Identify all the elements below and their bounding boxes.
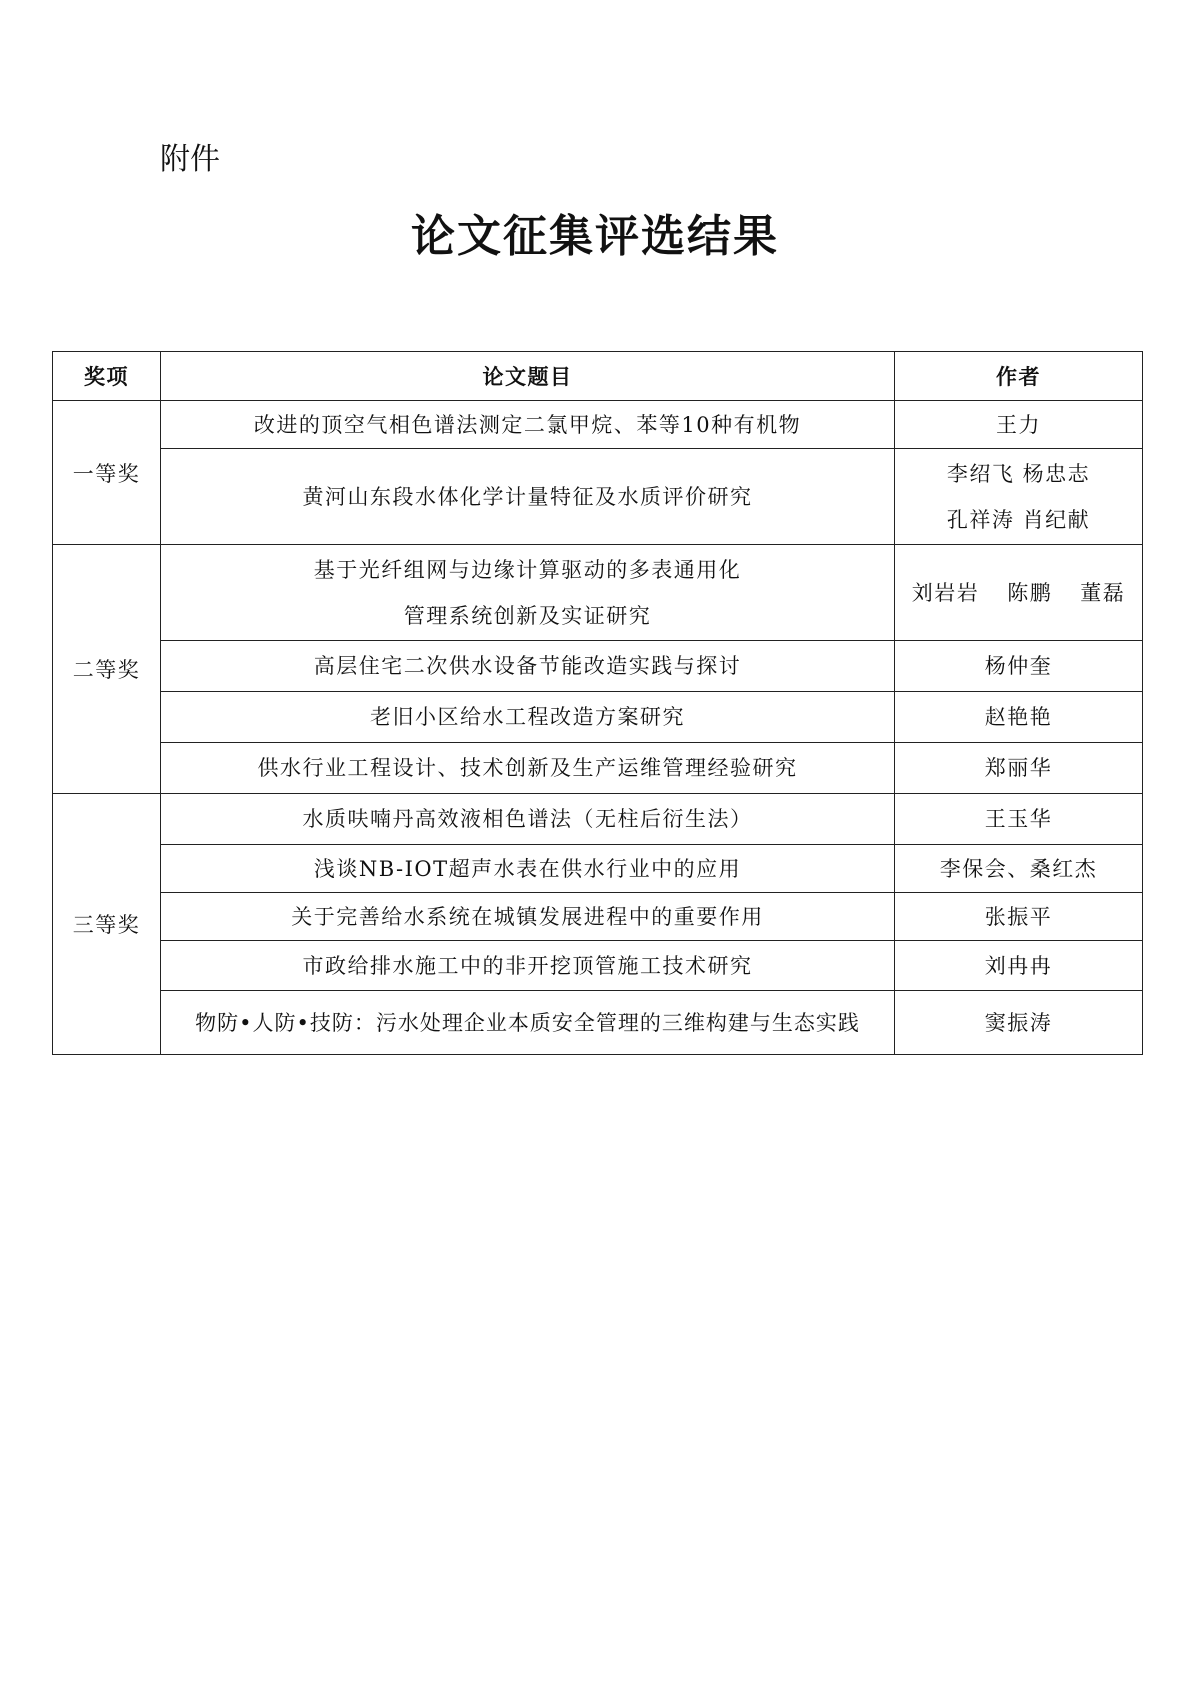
author-name: 李绍飞 杨忠志 (946, 461, 1091, 486)
paper-title (161, 794, 895, 845)
table-row (53, 545, 1143, 641)
prize-cell-second: 二等奖 (53, 545, 161, 794)
author-name: 窦振涛 (984, 1010, 1053, 1035)
paper-title (161, 845, 895, 893)
table-row (53, 845, 1143, 893)
author-name: 孔祥涛 肖纪献 (946, 507, 1091, 532)
paper-title-line: 黄河山东段水体化学计量特征及水质评价研究 (302, 484, 753, 509)
author-cell (895, 893, 1143, 941)
table-row (53, 794, 1143, 845)
author-name: 张振平 (984, 904, 1053, 929)
paper-title (161, 991, 895, 1055)
paper-title (161, 893, 895, 941)
paper-title (161, 449, 895, 545)
table-header-row (53, 352, 1143, 401)
attachment-label: 附件 (160, 142, 220, 177)
paper-title-line: 浅谈NB-IOT超声水表在供水行业中的应用 (313, 856, 742, 881)
author-name: 陈鹏 (1007, 580, 1053, 605)
author-name: 杨仲奎 (984, 654, 1053, 678)
table-row (53, 941, 1143, 991)
table-row (53, 692, 1143, 743)
paper-title (161, 692, 895, 743)
header-prize: 奖项 (53, 352, 161, 401)
table-row (53, 449, 1143, 545)
paper-title-line: 老旧小区给水工程改造方案研究 (370, 705, 685, 729)
paper-title (161, 401, 895, 449)
paper-title-line: 供水行业工程设计、技术创新及生产运维管理经验研究 (257, 756, 798, 780)
paper-title (161, 545, 895, 641)
author-cell (895, 941, 1143, 991)
author-cell (895, 545, 1143, 641)
paper-title (161, 641, 895, 692)
author-cell (895, 401, 1143, 449)
paper-title-line: 改进的顶空气相色谱法测定二氯甲烷、苯等10种有机物 (253, 412, 802, 437)
paper-title-line: 管理系统创新及实证研究 (403, 603, 652, 628)
author-cell (895, 991, 1143, 1055)
page-title: 论文征集评选结果 (411, 211, 779, 262)
author-cell (895, 641, 1143, 692)
author-name: 刘冉冉 (984, 953, 1053, 978)
table-row (53, 401, 1143, 449)
header-author: 作者 (895, 352, 1143, 401)
paper-title-line: 基于光纤组网与边缘计算驱动的多表通用化 (313, 557, 742, 582)
author-name: 赵艳艳 (984, 705, 1053, 729)
paper-title (161, 743, 895, 794)
author-name: 郑丽华 (984, 756, 1053, 780)
prize-cell-third: 三等奖 (53, 794, 161, 1055)
paper-title-line: 物防•人防•技防：污水处理企业本质安全管理的三维构建与生态实践 (195, 1010, 860, 1035)
author-cell (895, 794, 1143, 845)
paper-title-line: 高层住宅二次供水设备节能改造实践与探讨 (313, 654, 742, 678)
paper-title (161, 941, 895, 991)
table-row (53, 991, 1143, 1055)
author-name: 王玉华 (984, 807, 1053, 831)
header-title: 论文题目 (161, 352, 895, 401)
table-row (53, 893, 1143, 941)
author-name: 李保会、桑红杰 (939, 856, 1098, 881)
author-name: 董磊 (1080, 580, 1126, 605)
author-cell (895, 845, 1143, 893)
paper-title-line: 市政给排水施工中的非开挖顶管施工技术研究 (302, 953, 753, 978)
table-row (53, 743, 1143, 794)
author-cell (895, 449, 1143, 545)
author-cell (895, 743, 1143, 794)
table-row (53, 641, 1143, 692)
author-name: 刘岩岩 (911, 580, 980, 605)
author-name: 王力 (996, 412, 1041, 437)
paper-title-line: 关于完善给水系统在城镇发展进程中的重要作用 (291, 904, 764, 929)
author-cell (895, 692, 1143, 743)
results-table (52, 351, 1143, 1055)
prize-cell-first: 一等奖 (53, 401, 161, 545)
paper-title-line: 水质呋喃丹高效液相色谱法（无柱后衍生法） (302, 807, 753, 831)
